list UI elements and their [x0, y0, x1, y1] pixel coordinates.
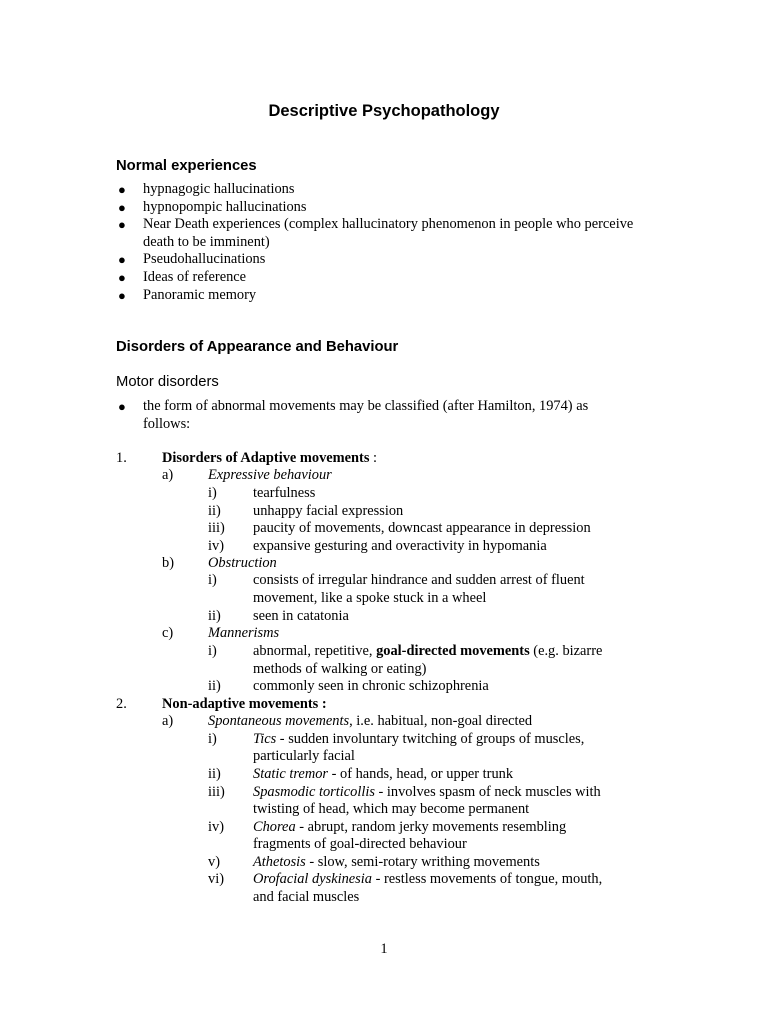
bullet-icon: ● — [118, 399, 126, 414]
list-item: Spasmodic torticollis - involves spasm of neck muscles with — [253, 784, 601, 800]
list-item-continuation: twisting of head, which may become permanent — [253, 801, 530, 817]
item-roman: ii) — [208, 678, 221, 694]
motor-disorders-intro — [116, 398, 616, 433]
list-item: abnormal, repetitive, goal-directed movements (e.g. bizarre — [253, 643, 603, 659]
item-roman: ii) — [208, 608, 221, 624]
list-item-continuation: particularly facial — [253, 748, 355, 764]
bullet-icon: ● — [118, 287, 126, 303]
list-item: consists of irregular hindrance and sudden arrest of fluent — [253, 572, 585, 588]
list-item: ● Pseudohallucinations — [118, 251, 266, 268]
subsection-obstruction: Obstruction — [208, 555, 277, 571]
heading-disorders-appearance-behaviour: Disorders of Appearance and Behaviour — [116, 339, 399, 355]
item-roman: i) — [208, 643, 217, 659]
list-item: ● Ideas of reference — [118, 268, 247, 285]
item-roman: iii) — [208, 520, 225, 536]
list-item: Orofacial dyskinesia - restless movements of tongue, mouth, — [253, 871, 603, 887]
heading-normal-experiences: Normal experiences — [116, 158, 257, 174]
item-roman: vi) — [208, 871, 224, 887]
bullet-icon: ● — [118, 269, 126, 285]
item-roman: iv) — [208, 538, 224, 554]
item-letter: a) — [162, 467, 174, 483]
subsection-mannerisms: Mannerisms — [208, 625, 280, 641]
list-item: unhappy facial expression — [253, 503, 404, 519]
bullet-icon: ● — [118, 252, 126, 268]
item-letter: c) — [162, 625, 174, 641]
item-number: 1. — [116, 450, 127, 466]
list-item: seen in catatonia — [253, 608, 349, 624]
item-roman: ii) — [208, 766, 221, 782]
item-roman: i) — [208, 572, 217, 588]
item-roman: iii) — [208, 784, 225, 800]
list-item: tearfulness — [253, 485, 316, 501]
item-roman: i) — [208, 731, 217, 747]
item-letter: a) — [162, 713, 174, 729]
item-letter: b) — [162, 555, 174, 571]
section-adaptive-movements: Disorders of Adaptive movements : — [162, 450, 378, 466]
list-item: ● Near Death experiences (complex hallucinatory phenomenon in people who perceive death to be imminent) — [118, 216, 634, 250]
document-title: Descriptive Psychopathology — [268, 102, 500, 120]
subsection-spontaneous-movements: Spontaneous movements, i.e. habitual, non-goal directed — [208, 713, 533, 729]
list-item: commonly seen in chronic schizophrenia — [253, 678, 489, 694]
list-item: ● the form of abnormal movements may be classified (after Hamilton, 1974) as follows: — [118, 398, 589, 432]
list-item: ● hypnopompic hallucinations — [118, 198, 307, 215]
page-number: 1 — [380, 941, 388, 957]
item-roman: v) — [208, 854, 220, 870]
item-roman: ii) — [208, 503, 221, 519]
item-roman: i) — [208, 485, 217, 501]
list-item: ● hypnagogic hallucinations — [118, 181, 295, 197]
list-item: Chorea - abrupt, random jerky movements resembling — [253, 819, 567, 835]
list-item: Static tremor - of hands, head, or upper trunk — [253, 766, 514, 782]
list-item-continuation: methods of walking or eating) — [253, 661, 427, 677]
section-non-adaptive-movements: Non-adaptive movements : — [162, 696, 327, 712]
item-number: 2. — [116, 696, 127, 712]
list-item: Athetosis - slow, semi-rotary writhing movements — [253, 854, 540, 870]
bullet-icon: ● — [118, 217, 126, 233]
list-item: expansive gesturing and overactivity in hypomania — [253, 538, 547, 554]
list-item-continuation: movement, like a spoke stuck in a wheel — [253, 590, 487, 606]
bullet-icon: ● — [118, 199, 126, 215]
list-item: paucity of movements, downcast appearance in depression — [253, 520, 591, 536]
item-roman: iv) — [208, 819, 224, 835]
list-item: Tics - sudden involuntary twitching of groups of muscles, — [253, 731, 585, 747]
subheading-motor-disorders: Motor disorders — [116, 374, 219, 390]
subsection-expressive-behaviour: Expressive behaviour — [208, 467, 332, 483]
list-item-continuation: and facial muscles — [253, 889, 360, 905]
list-item-continuation: fragments of goal-directed behaviour — [253, 836, 467, 852]
list-item: ● Panoramic memory — [118, 286, 257, 303]
normal-experiences-list — [116, 181, 656, 304]
bullet-icon: ● — [118, 182, 126, 197]
